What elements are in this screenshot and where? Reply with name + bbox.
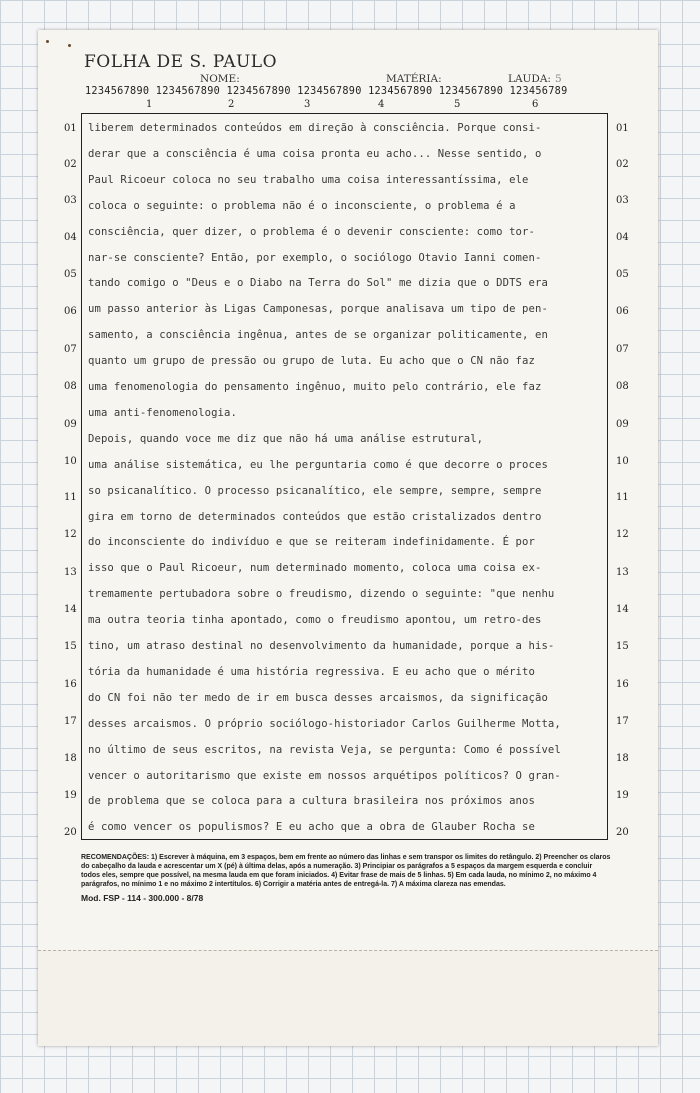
line-number-left: 12: [64, 529, 77, 540]
masthead: FOLHA DE S. PAULO: [84, 52, 278, 72]
line-number-left: 16: [64, 679, 77, 690]
writing-rectangle: [81, 113, 608, 840]
nome-field: [200, 73, 244, 85]
typed-line: Paul Ricoeur coloca no seu trabalho uma coisa interessantíssima, ele: [88, 173, 529, 186]
line-number-left: 17: [64, 716, 77, 727]
line-number-left: 04: [64, 232, 77, 243]
typed-line: consciência, quer dizer, o problema é o devenir consciente: como tor-: [88, 225, 535, 238]
typed-line: tino, um atraso destinal no desenvolvimento da humanidade, porque a his-: [88, 640, 555, 652]
line-number-left: 07: [64, 344, 77, 355]
line-number-left: 20: [64, 827, 77, 838]
line-number-left: 01: [64, 123, 77, 134]
line-number-right: 12: [616, 529, 629, 540]
typed-line: desses arcaismos. O próprio sociólogo-historiador Carlos Guilherme Motta,: [88, 717, 561, 730]
line-number-left: 09: [64, 419, 77, 430]
line-number-right: 10: [616, 456, 629, 467]
lauda-value: 5: [554, 73, 562, 85]
typed-line: é como vencer os populismos? E eu acho que a obra de Glauber Rocha se: [88, 821, 535, 834]
ruler-column-number: 4: [378, 99, 385, 110]
line-number-left: 08: [64, 381, 77, 392]
character-ruler: 1234567890 1234567890 1234567890 1234567890 1234567890 1234567890 123456789: [85, 86, 568, 97]
typewriter-manuscript-page: [38, 30, 658, 1046]
line-number-right: 11: [616, 492, 629, 503]
typed-line: gira em torno de determinados conteúdos que estão cristalizados dentro: [88, 510, 542, 523]
ruler-column-number: 1: [146, 99, 153, 110]
line-number-left: 02: [64, 159, 77, 170]
line-number-right: 16: [616, 679, 629, 690]
typed-line: so psicanalítico. O processo psicanalítico, ele sempre, sempre, sempre: [88, 484, 542, 497]
line-number-left: 13: [64, 567, 77, 578]
ruler-column-number: 3: [304, 99, 311, 110]
line-number-right: 08: [616, 381, 629, 392]
typed-line: no último de seus escritos, na revista Veja, se pergunta: Como é possível: [88, 743, 561, 756]
detachable-stub: [38, 950, 658, 1046]
line-number-right: 09: [616, 419, 629, 430]
line-number-right: 18: [616, 753, 629, 764]
nome-label: NOME:: [200, 73, 240, 85]
line-number-left: 06: [64, 306, 77, 317]
line-number-right: 13: [616, 567, 629, 578]
typed-line: Depois, quando voce me diz que não há uma análise estrutural,: [88, 432, 484, 445]
line-number-left: 14: [64, 604, 77, 615]
typed-line: ma outra teoria tinha apontado, como o freudismo apontou, um retro-des: [88, 614, 542, 627]
typed-line: do CN foi não ter medo de ir em busca desses arcaismos, da significação: [88, 691, 548, 704]
typed-line: isso que o Paul Ricoeur, num determinado momento, coloca uma coisa ex-: [88, 562, 542, 575]
line-number-left: 18: [64, 753, 77, 764]
ruler-column-number: 6: [532, 99, 539, 110]
line-number-right: 20: [616, 827, 629, 838]
recommendations-note: RECOMENDAÇÕES: 1) Escrever à máquina, em 3 espaços, bem em frente ao número das linhas e sem transpor os limites do retângulo. 2) Preencher os claros do cabeçalho da lauda e acrescentar um X (pé) à última delas, após a numeração. 3) Principiar os parágrafos a 5 espaços da margem esquerda e concluir todos eles, sempre que possível, na mesma lauda em que foram iniciados. 4) Evitar frase de mais de 5 linhas. 5) Em cada lauda, no mínimo 2, no máximo 4 parágrafos, no mínimo 1 e no máximo 2 intertítulos. 6) Corrigir a matéria antes de entregá-la. 7) A máxima clareza nas emendas.: [81, 854, 611, 888]
lauda-field: [508, 73, 562, 85]
line-number-right: 01: [616, 123, 629, 134]
line-number-right: 14: [616, 604, 629, 615]
line-number-left: 11: [64, 492, 77, 503]
line-number-right: 02: [616, 159, 629, 170]
line-number-left: 15: [64, 641, 77, 652]
ink-speck: [68, 44, 71, 47]
lauda-label: LAUDA:: [508, 73, 551, 85]
line-number-right: 19: [616, 790, 629, 801]
typed-line: tremamente pertubadora sobre o freudismo, dizendo o seguinte: "que nenhu: [88, 588, 555, 601]
typed-line: tando comigo o "Deus e o Diabo na Terra do Sol" me dizia que o DDTS era: [88, 277, 548, 290]
typed-line: um passo anterior às Ligas Camponesas, porque analisava um tipo de pen-: [88, 303, 548, 316]
line-number-left: 03: [64, 195, 77, 206]
line-number-left: 10: [64, 456, 77, 467]
line-number-right: 15: [616, 641, 629, 652]
typed-line: do inconsciente do indivíduo e que se reiteram indefinidamente. É por: [88, 536, 535, 549]
typed-line: uma fenomenologia do pensamento ingênuo, muito pelo contrário, ele faz: [88, 381, 542, 393]
line-number-right: 05: [616, 269, 629, 280]
typed-line: uma anti-fenomenologia.: [88, 406, 237, 419]
typed-line: de problema que se coloca para a cultura brasileira nos próximos anos: [88, 795, 535, 808]
ruler-column-number: 2: [228, 99, 235, 110]
typed-line: vencer o autoritarismo que existe em nossos arquétipos políticos? O gran-: [88, 769, 561, 782]
typed-line: samento, a consciência ingênua, antes de se organizar politicamente, en: [88, 329, 548, 342]
line-number-left: 19: [64, 790, 77, 801]
ink-speck: [46, 40, 49, 43]
materia-field: [386, 73, 446, 85]
line-number-right: 17: [616, 716, 629, 727]
typed-line: liberem determinados conteúdos em direção à consciência. Porque consi-: [88, 122, 542, 134]
form-model-number: Mod. FSP - 114 - 300.000 - 8/78: [81, 893, 204, 903]
line-number-right: 07: [616, 344, 629, 355]
materia-label: MATÉRIA:: [386, 73, 442, 85]
line-number-right: 03: [616, 195, 629, 206]
typed-line: coloca o seguinte: o problema não é o inconsciente, o problema é a: [88, 199, 516, 212]
line-number-left: 05: [64, 269, 77, 280]
ruler-column-number: 5: [454, 99, 461, 110]
line-number-right: 04: [616, 232, 629, 243]
typed-line: tória da humanidade é uma história regressiva. E eu acho que o mérito: [88, 665, 535, 678]
line-number-right: 06: [616, 306, 629, 317]
typed-line: uma análise sistemática, eu lhe perguntaria como é que decorre o proces: [88, 458, 548, 471]
typed-line: nar-se consciente? Então, por exemplo, o sociólogo Otavio Ianni comen-: [88, 251, 542, 264]
typed-line: derar que a consciência é uma coisa pronta eu acho... Nesse sentido, o: [88, 147, 542, 160]
typed-line: quanto um grupo de pressão ou grupo de luta. Eu acho que o CN não faz: [88, 355, 535, 368]
